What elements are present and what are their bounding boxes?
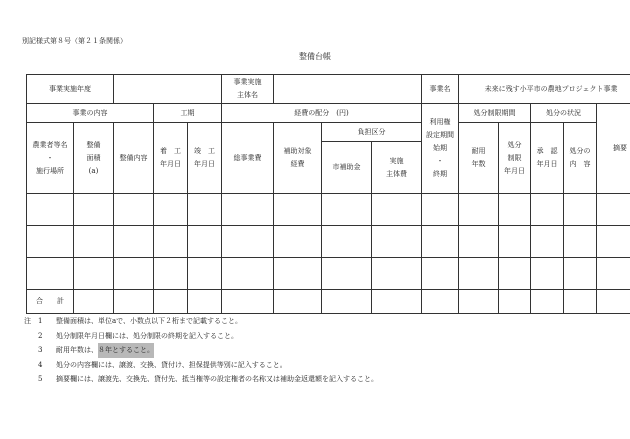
subsidized-cost-header: 補助対象 経費 <box>274 123 322 194</box>
approval-date-header: 承 認 年月日 <box>531 123 564 194</box>
area-header: 整備 面積 (a) <box>74 123 114 194</box>
highlighted-text: ８年とすること。 <box>98 343 154 358</box>
disposal-period-header: 処分制限期間 <box>459 104 531 123</box>
period-group-header: 工期 <box>154 104 222 123</box>
form-number: 別記様式第８号（第２１条関係） <box>22 37 127 45</box>
remarks-header: 摘要 <box>597 104 630 194</box>
completion-date-header: 竣 工 年月日 <box>188 123 222 194</box>
disposal-end-header: 処分 制限 年月日 <box>499 123 531 194</box>
implementer-value[interactable] <box>274 75 422 104</box>
note-item: 2 処分制限年月日欄には、処分制限の終期を記入すること。 <box>38 331 238 340</box>
total-cost-header: 総事業費 <box>222 123 274 194</box>
ledger-table <box>26 74 630 314</box>
disposal-content-header: 処分の 内 容 <box>564 123 597 194</box>
work-content-header: 整備内容 <box>114 123 154 194</box>
project-name-label: 事業名 <box>422 75 459 104</box>
note-item: 5 摘要欄には、譲渡先、交換先、貸付先、抵当権等の設定権者の名称又は補助金返還額を記入すること。 <box>38 375 378 383</box>
table-row <box>27 258 630 290</box>
note-item: 注 1 整備面積は、単位aで、小数点以下２桁まで記載すること。 <box>24 314 378 329</box>
farmer-header: 農業者等名 ・ 施行場所 <box>27 123 74 194</box>
notes-lead: 注 <box>24 317 31 325</box>
start-date-header: 着 工 年月日 <box>154 123 188 194</box>
implementer-cost-header: 実施 主体費 <box>372 142 422 194</box>
implementer-label: 事業実施 主体名 <box>222 75 274 104</box>
useful-life-header: 耐用 年数 <box>459 123 499 194</box>
burden-group-header: 負担区分 <box>322 123 422 142</box>
disposal-status-header: 処分の状況 <box>531 104 597 123</box>
total-label: 合 計 <box>27 290 74 314</box>
project-name-value[interactable]: 未来に残す小平市の農地プロジェクト事業 <box>459 75 630 104</box>
project-year-label: 事業実施年度 <box>27 75 114 104</box>
content-group-header: 事業の内容 <box>27 104 154 123</box>
table-row <box>27 194 630 226</box>
document-title: 整備台帳 <box>299 52 331 61</box>
table-row <box>27 226 630 258</box>
cost-group-header: 経費の配分 (円) <box>222 104 422 123</box>
note-item: 4 処分の内容欄には、譲渡、交換、貸付け、担保提供等別に記入すること。 <box>38 360 287 369</box>
usage-rights-header: 利用権 設定期間 始期 ・ 終期 <box>422 104 459 194</box>
total-row <box>27 290 630 314</box>
city-subsidy-header: 市補助金 <box>322 142 372 194</box>
project-year-value[interactable] <box>114 75 222 104</box>
notes <box>24 314 378 387</box>
note-item: 3 耐用年数は、 ８年とすること。 <box>24 343 378 358</box>
